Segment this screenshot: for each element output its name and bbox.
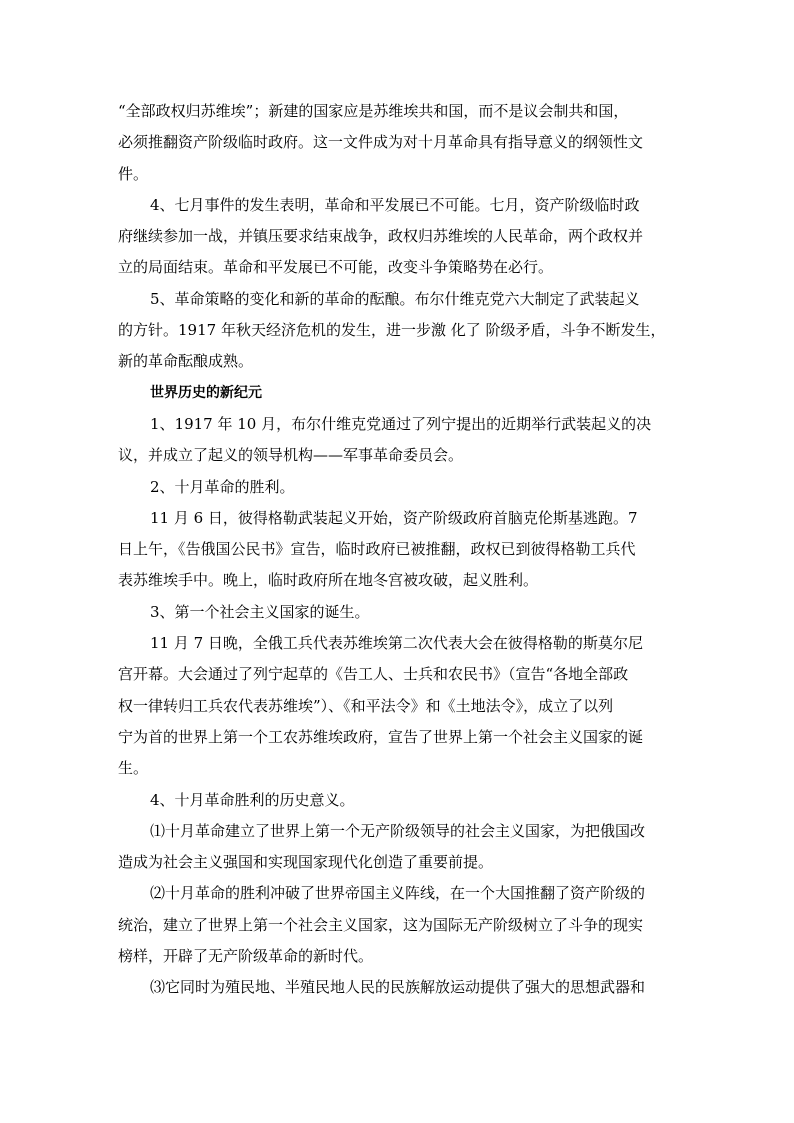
text-line: 统治，建立了世界上第一个社会主义国家，这为国际无产阶级树立了斗争的现实 (118, 915, 644, 934)
text-line: 议，并成立了起义的领导机构——军事革命委员会。 (118, 446, 464, 465)
text-line: 宁为首的世界上第一个工农苏维埃政府，宣告了世界上第一个社会主义国家的诞 (118, 727, 644, 746)
text-line: 造成为社会主义强国和实现国家现代化创造了重要前提。 (118, 853, 494, 872)
text-line: ⑴十月革命建立了世界上第一个无产阶级领导的社会主义国家，为把俄国改 (150, 821, 646, 840)
text-line: 榜样，开辟了无产阶级革命的新时代。 (118, 947, 374, 966)
text-line: 4、十月革命胜利的历史意义。 (150, 790, 355, 809)
document-page (118, 96, 678, 1004)
section-heading: 世界历史的新纪元 (150, 384, 262, 401)
text-line: 1、1917 年 10 月，布尔什维克党通过了列宁提出的近期举行武装起义的决 (150, 414, 652, 433)
text-line: 新的革命酝酿成熟。 (118, 352, 254, 371)
text-line: 府继续参加一战，并镇压要求结束战争，政权归苏维埃的人民革命，两个政权并 (118, 227, 644, 246)
text-line: 11 月 7 日晚，全俄工兵代表苏维埃第二次代表大会在彼得格勒的斯莫尔尼 (150, 634, 643, 653)
text-line: 5、革命策略的变化和新的革命的酝酿。布尔什维克党六大制定了武装起义 (150, 289, 640, 308)
text-line: 表苏维埃手中。晚上，临时政府所在地冬宫被攻破，起义胜利。 (118, 571, 539, 590)
text-line: 权一律转归工兵农代表苏维埃”）、《和平法令》和《土地法令》，成立了以列 (118, 696, 614, 715)
text-line: 2、十月革命的胜利。 (150, 477, 295, 496)
text-line: 宫开幕。大会通过了列宁起草的《告工人、士兵和农民书》（宣告“各地全部政 (118, 665, 629, 684)
text-line: ⑶它同时为殖民地、半殖民地人民的民族解放运动提供了强大的思想武器和 (150, 978, 646, 997)
text-line: 的方针。1917 年秋天经济危机的发生，进一步激 化了 阶级矛盾，斗争不断发生， (118, 321, 666, 340)
text-line: 立的局面结束。革命和平发展已不可能，改变斗争策略势在必行。 (118, 258, 554, 277)
text-line: ⑵十月革命的胜利冲破了世界帝国主义阵线，在一个大国推翻了资产阶级的 (150, 884, 646, 903)
text-line: 日上午，《告俄国公民书》宣告，临时政府已被推翻，政权已到彼得格勒工兵代 (118, 540, 636, 559)
text-line: “全部政权归苏维埃”；新建的国家应是苏维埃共和国，而不是议会制共和国， (118, 102, 629, 120)
text-line: 必须推翻资产阶级临时政府。这一文件成为对十月革命具有指导意义的纲领性文 (118, 133, 644, 152)
text-line: 件。 (118, 164, 149, 183)
text-line: 3、第一个社会主义国家的诞生。 (150, 602, 370, 621)
text-line: 11 月 6 日，彼得格勒武装起义开始，资产阶级政府首脑克伦斯基逃跑。7 (150, 508, 638, 527)
text-line: 4、七月事件的发生表明，革命和平发展已不可能。七月，资产阶级临时政 (150, 195, 640, 214)
text-line: 生。 (118, 759, 149, 778)
